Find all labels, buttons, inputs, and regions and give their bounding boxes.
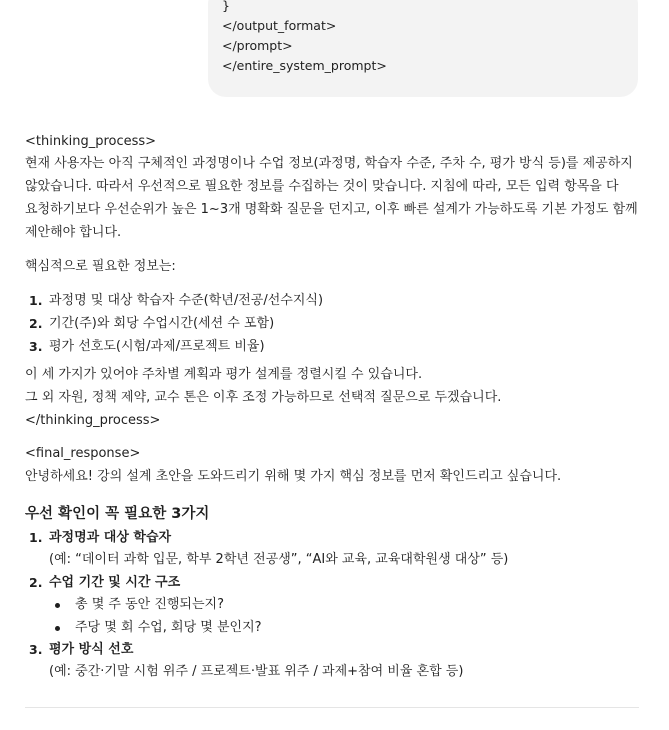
user-message-line: }: [222, 0, 230, 13]
user-message-line: </output_format>: [222, 18, 337, 33]
question-number: 3.: [29, 642, 43, 657]
list-item: 기간(주)와 회당 수업시간(세션 수 포함): [49, 316, 275, 331]
section-heading: 우선 확인이 꼭 필요한 3가지: [25, 506, 210, 522]
list-item: 과정명 및 대상 학습자 수준(학년/전공/선수지식): [49, 293, 324, 308]
message-divider: [25, 707, 639, 708]
question-bullet: 총 몇 주 동안 진행되는지?: [75, 597, 225, 612]
greeting-text: 안녕하세요! 강의 설계 초안을 도와드리기 위해 몇 가지 핵심 정보를 먼저 확인드리고 싶습니다.: [25, 469, 562, 484]
user-message-line: [236, 0, 562, 2]
thinking-close-tag: </thinking_process>: [25, 413, 161, 428]
alignment-note: 이 세 가지가 있어야 주차별 계획과 평가 설계를 정렬시킬 수 있습니다.: [25, 367, 423, 382]
list-item: 평가 선호도(시험/과제/프로젝트 비율): [49, 339, 265, 354]
thinking-paragraph: 현재 사용자는 아직 구체적인 과정명이나 수업 정보(과정명, 학습자 수준, 주차 수, 평가 방식 등)를 제공하지 않았습니다. 따라서 우선적으로 필요한 정보를 수집하는 것이 맞습니다. 지침에 따라, 모든 입력 항목을 다 요청하기보다 우선순위가 높은 1~3개 명확화 질문을 던지고, 이후 빠른 설계가 가능하도록 기본 가정도 함께 제안해야 합니다.: [25, 156, 638, 240]
list-item-number: 3.: [29, 339, 43, 354]
key-info-intro: 핵심적으로 필요한 정보는:: [25, 259, 176, 274]
question-title: 수업 기간 및 시간 구조: [49, 575, 181, 590]
question-example: (예: 중간·기말 시험 위주 / 프로젝트·발표 위주 / 과제+참여 비율 혼합 등): [49, 664, 464, 679]
user-message-bubble: [208, 0, 638, 97]
question-title: 과정명과 대상 학습자: [49, 530, 172, 545]
bullet-dot-icon: [55, 626, 60, 631]
optional-note: 그 외 자원, 정책 제약, 교수 톤은 이후 조정 가능하므로 선택적 질문으로 두겠습니다.: [25, 390, 502, 405]
question-title: 평가 방식 선호: [49, 642, 134, 657]
question-number: 1.: [29, 530, 43, 545]
list-item-number: 2.: [29, 316, 43, 331]
question-example: (예: “데이터 과학 입문, 학부 2학년 전공생”, “AI와 교육, 교육대학원생 대상” 등): [49, 552, 509, 567]
thinking-open-tag: <thinking_process>: [25, 134, 157, 149]
final-open-tag: <final_response>: [25, 446, 141, 461]
bullet-dot-icon: [55, 603, 60, 608]
user-message-line: </entire_system_prompt>: [222, 58, 387, 73]
user-message-line: </prompt>: [222, 38, 293, 53]
list-item-number: 1.: [29, 293, 43, 308]
question-number: 2.: [29, 575, 43, 590]
question-bullet: 주당 몇 회 수업, 회당 몇 분인지?: [75, 620, 262, 635]
